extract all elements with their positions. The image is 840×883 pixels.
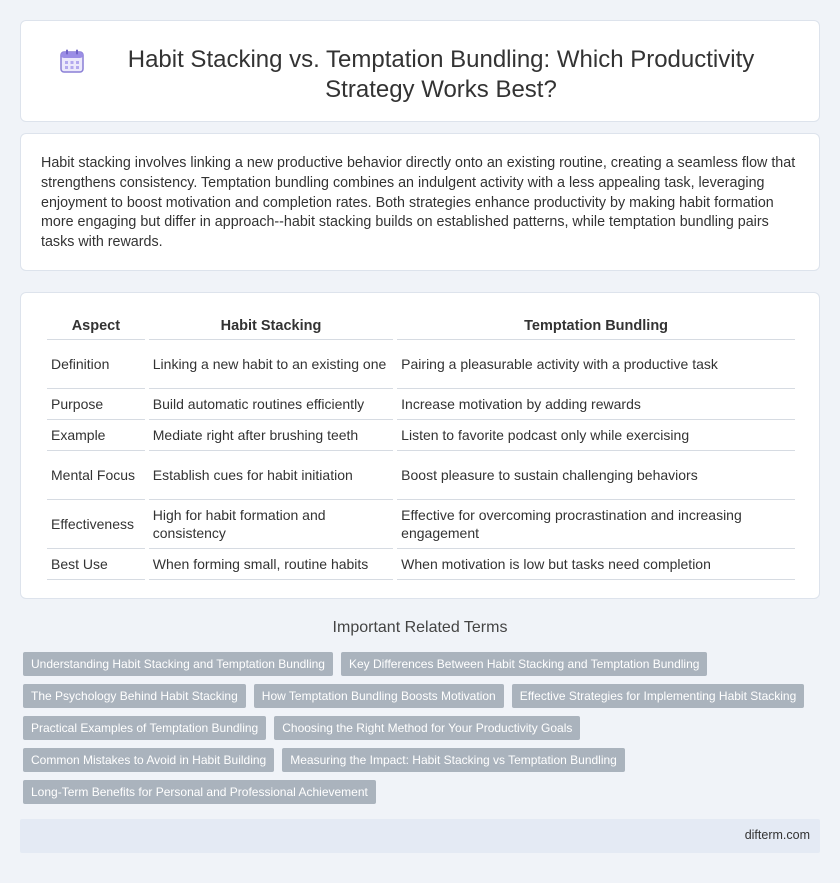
related-tag[interactable]: Effective Strategies for Implementing Habit Stacking bbox=[512, 684, 805, 708]
related-tag[interactable]: The Psychology Behind Habit Stacking bbox=[23, 684, 246, 708]
row-habit-stacking: Build automatic routines efficiently bbox=[149, 389, 393, 420]
table-row bbox=[47, 500, 795, 549]
related-tag[interactable]: How Temptation Bundling Boosts Motivation bbox=[254, 684, 504, 708]
row-habit-stacking: Mediate right after brushing teeth bbox=[149, 420, 393, 451]
header-temptation-bundling: Temptation Bundling bbox=[397, 312, 795, 340]
comparison-table bbox=[43, 312, 799, 580]
row-aspect: Effectiveness bbox=[47, 500, 145, 549]
table-row bbox=[47, 451, 795, 500]
row-habit-stacking: When forming small, routine habits bbox=[149, 549, 393, 580]
related-tag[interactable]: Practical Examples of Temptation Bundling bbox=[23, 716, 266, 740]
related-tag[interactable]: Measuring the Impact: Habit Stacking vs Temptation Bundling bbox=[282, 748, 625, 772]
row-habit-stacking: Establish cues for habit initiation bbox=[149, 451, 393, 500]
table-row bbox=[47, 420, 795, 451]
table-row bbox=[47, 389, 795, 420]
table-row bbox=[47, 549, 795, 580]
row-aspect: Definition bbox=[47, 340, 145, 389]
title-card bbox=[20, 20, 820, 122]
header-habit-stacking: Habit Stacking bbox=[149, 312, 393, 340]
comparison-table-card bbox=[20, 292, 820, 599]
calendar-icon bbox=[59, 48, 85, 74]
row-temptation-bundling: Effective for overcoming procrastination and increasing engagement bbox=[397, 500, 795, 549]
footer-site-link[interactable]: difterm.com bbox=[744, 828, 810, 842]
related-terms-title: Important Related Terms bbox=[332, 619, 508, 636]
row-temptation-bundling: Increase motivation by adding rewards bbox=[397, 389, 795, 420]
intro-card bbox=[20, 133, 820, 271]
header-aspect: Aspect bbox=[47, 312, 145, 340]
related-tag[interactable]: Common Mistakes to Avoid in Habit Building bbox=[23, 748, 274, 772]
row-temptation-bundling: Pairing a pleasurable activity with a productive task bbox=[397, 340, 795, 389]
row-temptation-bundling: When motivation is low but tasks need completion bbox=[397, 549, 795, 580]
row-temptation-bundling: Listen to favorite podcast only while exercising bbox=[397, 420, 795, 451]
row-aspect: Purpose bbox=[47, 389, 145, 420]
row-temptation-bundling: Boost pleasure to sustain challenging behaviors bbox=[397, 451, 795, 500]
intro-paragraph: Habit stacking involves linking a new productive behavior directly onto an existing routine, creating a seamless flow that strengthens consistency. Temptation bundling combines an indulgent activity with a less appealing task, leveraging enjoyment to boost motivation and completion rates. Both strategies enhance productivity by making habit formation more engaging but differ in approach--habit stacking builds on established patterns, while temptation bundling pairs tasks with rewards. bbox=[41, 155, 796, 251]
page-title: Habit Stacking vs. Temptation Bundling: Which Productivity Strategy Works Best? bbox=[127, 46, 755, 103]
related-tag[interactable]: Key Differences Between Habit Stacking and Temptation Bundling bbox=[341, 652, 707, 676]
footer bbox=[20, 819, 820, 853]
row-aspect: Best Use bbox=[47, 549, 145, 580]
row-aspect: Mental Focus bbox=[47, 451, 145, 500]
table-header-row bbox=[47, 312, 795, 340]
related-tag[interactable]: Understanding Habit Stacking and Temptation Bundling bbox=[23, 652, 333, 676]
row-aspect: Example bbox=[47, 420, 145, 451]
related-tag[interactable]: Choosing the Right Method for Your Productivity Goals bbox=[274, 716, 580, 740]
row-habit-stacking: High for habit formation and consistency bbox=[149, 500, 393, 549]
related-terms-tags bbox=[23, 652, 823, 804]
table-row bbox=[47, 340, 795, 389]
related-tag[interactable]: Long-Term Benefits for Personal and Professional Achievement bbox=[23, 780, 376, 804]
row-habit-stacking: Linking a new habit to an existing one bbox=[149, 340, 393, 389]
